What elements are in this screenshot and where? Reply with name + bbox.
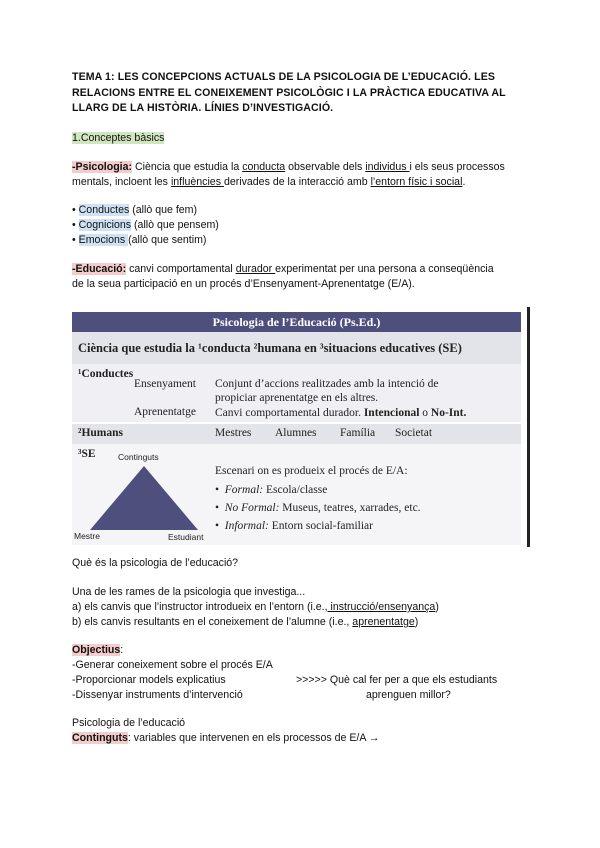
item-b: b) els canvis resultants en el coneixement de l’alumne (i.e., aprenentatge) [72,616,419,628]
escenari-text: Escenari on es produeix el procés de E/A: [215,465,408,477]
list-item: • Conductes (allò que fem) [72,204,198,216]
objectius-side-note: >>>>> Què cal fer per a que els estudiants [296,674,498,686]
educacio-label: -Educació: [72,263,127,275]
table-definition-row: Ciència que estudia la ¹conducta ²humana en ³situacions educatives (SE) [72,332,521,364]
list-item: • Cognicions (allò que pensem) [72,219,219,231]
concept-table [72,312,521,545]
humans-label: ²Humans [78,427,123,439]
triangle-left-label: Mestre [74,531,100,541]
triangle-right-label: Estudiant [168,532,204,542]
triangle-icon [84,464,204,534]
psicologia-definition-line2: mentals, incloent les influències derivades de la interacció amb l’entorn físic i social. [72,176,466,188]
list-item: • Informal: Entorn social-familiar [215,520,373,532]
table-header: Psicologia de l’Educació (Ps.Ed.) [72,312,521,332]
objectius-heading: Objectius: [72,644,124,656]
ensenyament-def-line2: propiciar aprenentatge en els altres. [215,392,379,404]
triangle-top-label: Continguts [118,452,159,462]
humans-item: Mestres [215,427,252,439]
rames-text: Una de les rames de la psicologia que investiga... [72,586,306,598]
list-item: • No Formal: Museus, teatres, xarrades, etc. [215,502,421,514]
aprenentatge-label: Aprenentatge [134,406,196,418]
psicologia-educacio-text: Psicologia de l’educació [72,717,186,729]
humans-item: Societat [395,427,433,439]
table-conductes-row [72,364,521,422]
ensenyament-def-line1: Conjunt d’accions realitzades amb la intenció de [215,378,439,390]
vertical-rule [527,307,530,547]
educacio-definition-line2: de la seua participació en un procés d’Ensenyament-Aprenentatge (E/A). [72,278,415,290]
list-item: • Formal: Escola/classe [215,484,328,496]
list-item: • Emocions (allò que sentim) [72,234,207,246]
ensenyament-label: Ensenyament [134,378,196,390]
item-a: a) els canvis que l’instructor introdueix en l’entorn (i.e., instrucció/ensenyança) [72,601,439,613]
page-title: TEMA 1: LES CONCEPCIONS ACTUALS DE LA PSICOLOGIA DE L’EDUCACIÓ. LES RELACIONS ENTRE EL CONEIXEMENT PSICOLÒGIC I LA PRÀCTICA EDUCATIVA AL LLARG DE LA HISTÒRIA. LÍNIES D’INVESTIGACIÓ. [72,71,506,114]
humans-item: Família [340,427,376,439]
psicologia-label: -Psicologia: [72,161,133,173]
table-humans-row [72,424,521,444]
objectius-side-note: aprenguen millor? [366,689,451,701]
triangle-shape [90,466,198,530]
table-se-row [72,444,521,545]
objectius-item: -Dissenyar instruments d’intervenció [72,689,243,701]
objectius-item: -Generar coneixement sobre el procés E/A [72,659,273,671]
continguts-line: Continguts: variables que intervenen en els processos de E/A → [72,732,380,744]
se-label: ³SE [78,448,96,460]
question-text: Què és la psicologia de l’educació? [72,557,239,569]
psicologia-definition-line1: -Psicologia: Ciència que estudia la conducta observable dels individus i els seus processos [72,161,505,173]
aprenentatge-def: Canvi comportamental durador. Intencional o No-Int. [215,407,467,419]
section-heading: 1.Conceptes bàsics [72,132,165,144]
educacio-definition-line1: -Educació: canvi comportamental durador experimentat per una persona a conseqüència [72,263,494,275]
objectius-item: -Proporcionar models explicatius [72,674,226,686]
conductes-label: ¹Conductes [78,368,134,380]
humans-item: Alumnes [275,427,317,439]
